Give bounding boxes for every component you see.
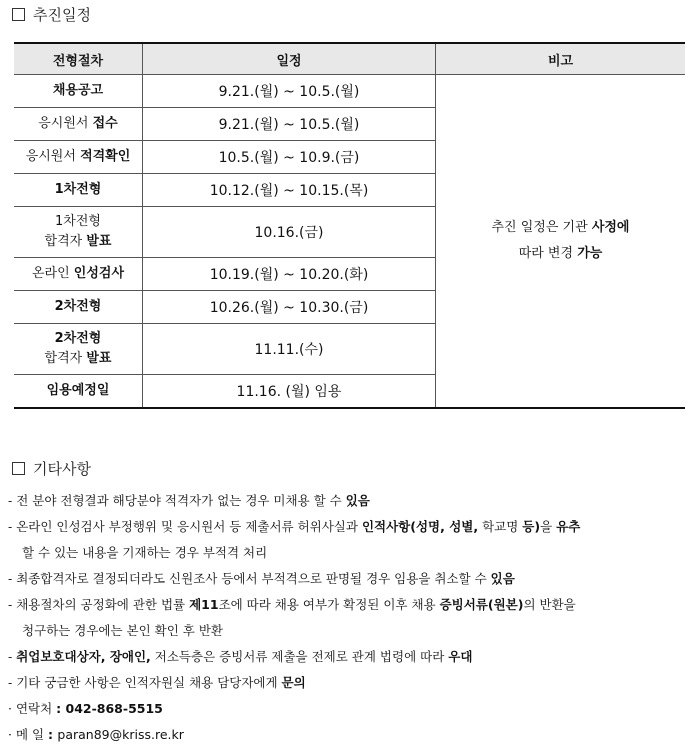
- contact-phone: · 연락처 : 042-868-5515: [8, 701, 163, 716]
- note-item-continued: 할 수 있는 내용을 기재하는 경우 부적격 처리: [22, 545, 268, 560]
- remark-cell: 추진 일정은 기관 사정에 따라 변경 가능: [436, 75, 686, 409]
- contact-email: · 메 일 : paran89@kriss.re.kr: [8, 727, 184, 742]
- date-cell: 10.16.(금): [143, 207, 436, 258]
- date-cell: 10.12.(월) ~ 10.15.(목): [143, 174, 436, 207]
- note-item: - 기타 궁금한 사항은 인적자원실 채용 담당자에게 문의: [8, 675, 306, 690]
- step-cell: 1차전형 합격자 발표: [14, 207, 143, 258]
- section-title-schedule: [12, 4, 91, 25]
- notes-list: [8, 488, 694, 748]
- date-cell: 9.21.(월) ~ 10.5.(월): [143, 108, 436, 141]
- email-address: paran89@kriss.re.kr: [57, 727, 184, 742]
- section-title-text: 추진일정: [33, 6, 91, 24]
- step-cell: 2차전형 합격자 발표: [14, 324, 143, 375]
- note-item: - 전 분야 전형결과 해당분야 적격자가 없는 경우 미채용 할 수 있음: [8, 493, 370, 508]
- step-cell: 1차전형: [14, 174, 143, 207]
- header-remark: 비고: [436, 43, 686, 75]
- step-cell: 채용공고: [14, 75, 143, 108]
- header-date: 일정: [143, 43, 436, 75]
- note-item: - 온라인 인성검사 부정행위 및 응시원서 등 제출서류 허위사실과 인적사항(성명, 성별, 학교명 등)을 유추: [8, 519, 581, 534]
- header-step: 전형절차: [14, 43, 143, 75]
- schedule-table: [14, 42, 685, 409]
- section-title-text: 기타사항: [33, 460, 91, 478]
- section-title-other: [12, 458, 91, 479]
- step-cell: 응시원서 접수: [14, 108, 143, 141]
- date-cell: 11.11.(수): [143, 324, 436, 375]
- step-cell: 임용예정일: [14, 375, 143, 409]
- table-row: [14, 75, 685, 108]
- step-cell: 2차전형: [14, 291, 143, 324]
- step-cell: 응시원서 적격확인: [14, 141, 143, 174]
- note-item: - 채용절차의 공정화에 관한 법률 제11조에 따라 채용 여부가 확정된 이후 채용 증빙서류(원본)의 반환을: [8, 597, 576, 612]
- note-item-continued: 청구하는 경우에는 본인 확인 후 반환: [22, 623, 223, 638]
- note-item: - 취업보호대상자, 장애인, 저소득층은 증빙서류 제출을 전제로 관계 법령에 따라 우대: [8, 649, 473, 664]
- step-cell: 온라인 인성검사: [14, 258, 143, 291]
- checkbox-square-icon: [12, 462, 25, 475]
- date-cell: 11.16. (월) 임용: [143, 375, 436, 409]
- table-header-row: [14, 43, 685, 75]
- date-cell: 10.5.(월) ~ 10.9.(금): [143, 141, 436, 174]
- date-cell: 10.19.(월) ~ 10.20.(화): [143, 258, 436, 291]
- date-cell: 9.21.(월) ~ 10.5.(월): [143, 75, 436, 108]
- note-item: - 최종합격자로 결정되더라도 신원조사 등에서 부적격으로 판명될 경우 임용을 취소할 수 있음: [8, 571, 515, 586]
- checkbox-square-icon: [12, 8, 25, 21]
- date-cell: 10.26.(월) ~ 10.30.(금): [143, 291, 436, 324]
